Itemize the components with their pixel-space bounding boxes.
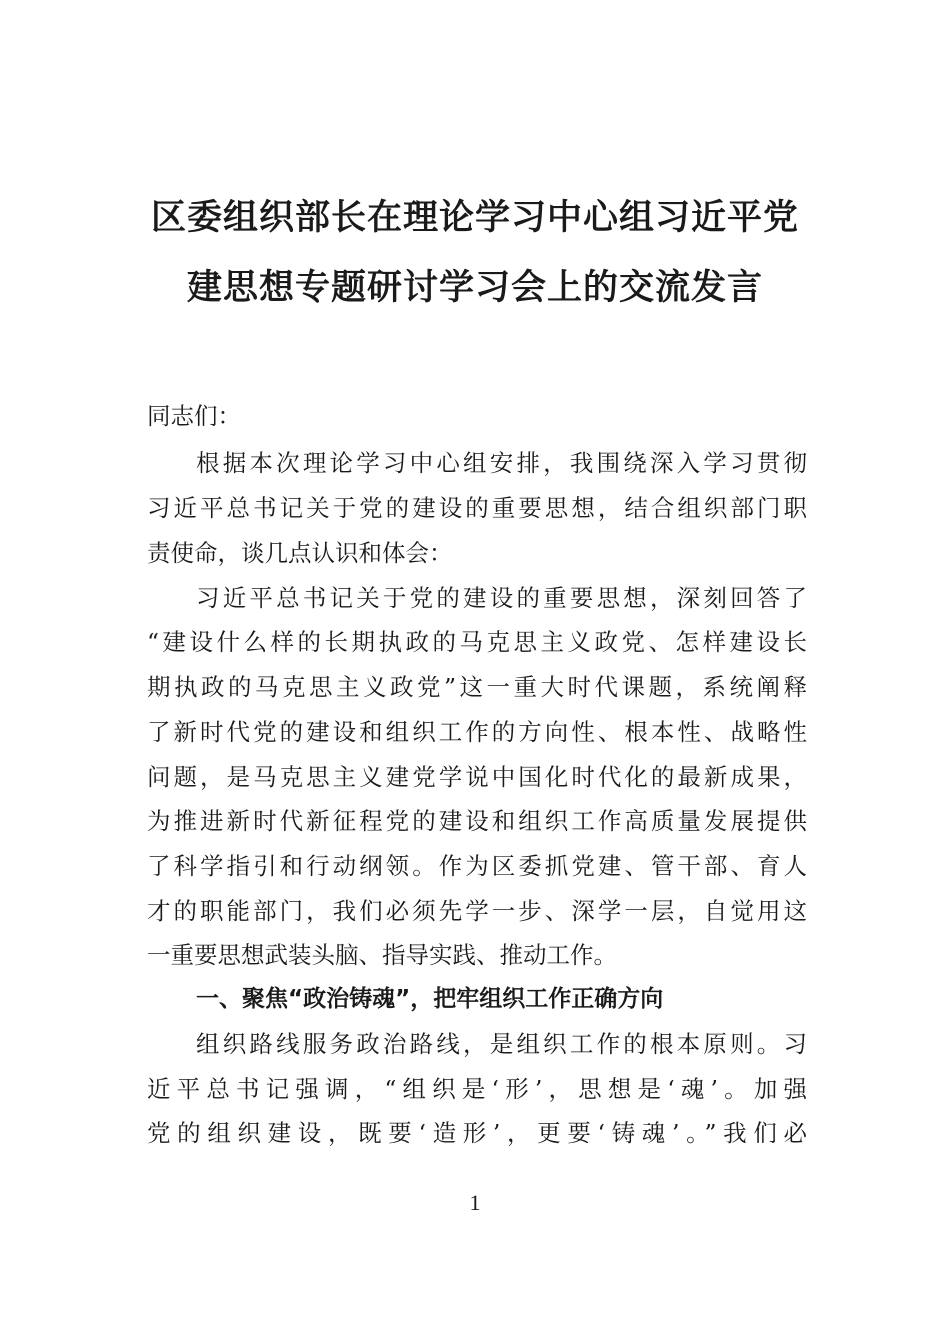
paragraph-2-line: 了科学指引和行动纲领。作为区委抓党建、管干部、育人	[147, 852, 807, 880]
document-title-line-1: 区委组织部长在理论学习中心组习近平党	[150, 198, 799, 238]
section-1-heading: 一、聚焦“政治铸魂”，把牢组织工作正确方向	[196, 986, 664, 1012]
paragraph-3-line: 近平总书记强调，“组织是‘形’，思想是‘魂’。加强	[147, 1075, 807, 1103]
paragraph-3-line: 党的组织建设，既要‘造形’，更要‘铸魂’。”我们必	[147, 1119, 807, 1147]
paragraph-2-line: 了新时代党的建设和组织工作的方向性、根本性、战略性	[147, 718, 807, 746]
paragraph-2-line: 才的职能部门，我们必须先学一步、深学一层，自觉用这	[147, 897, 807, 925]
document-title-line-2: 建思想专题研讨学习会上的交流发言	[186, 268, 763, 308]
paragraph-2-line: 问题，是马克思主义建党学说中国化时代化的最新成果，	[147, 763, 807, 791]
paragraph-2-line: 习近平总书记关于党的建设的重要思想，深刻回答了	[196, 584, 807, 612]
paragraph-1-line: 习近平总书记关于党的建设的重要思想，结合组织部门职	[147, 494, 807, 522]
paragraph-1-line: 责使命，谈几点认识和体会：	[147, 539, 453, 567]
page-number: 1	[469, 1190, 481, 1215]
paragraph-3-line: 组织路线服务政治路线，是组织工作的根本原则。习	[196, 1030, 807, 1058]
paragraph-2-line: 为推进新时代新征程党的建设和组织工作高质量发展提供	[147, 807, 807, 835]
paragraph-2-line: 一重要思想武装头脑、指导实践、推动工作。	[147, 941, 617, 969]
paragraph-2-line: “建设什么样的长期执政的马克思主义政党、怎样建设长	[147, 628, 807, 656]
paragraph-1-line: 根据本次理论学习中心组安排，我围绕深入学习贯彻	[196, 449, 807, 477]
salutation: 同志们：	[147, 402, 241, 430]
paragraph-2-line: 期执政的马克思主义政党”这一重大时代课题，系统阐释	[147, 673, 807, 701]
